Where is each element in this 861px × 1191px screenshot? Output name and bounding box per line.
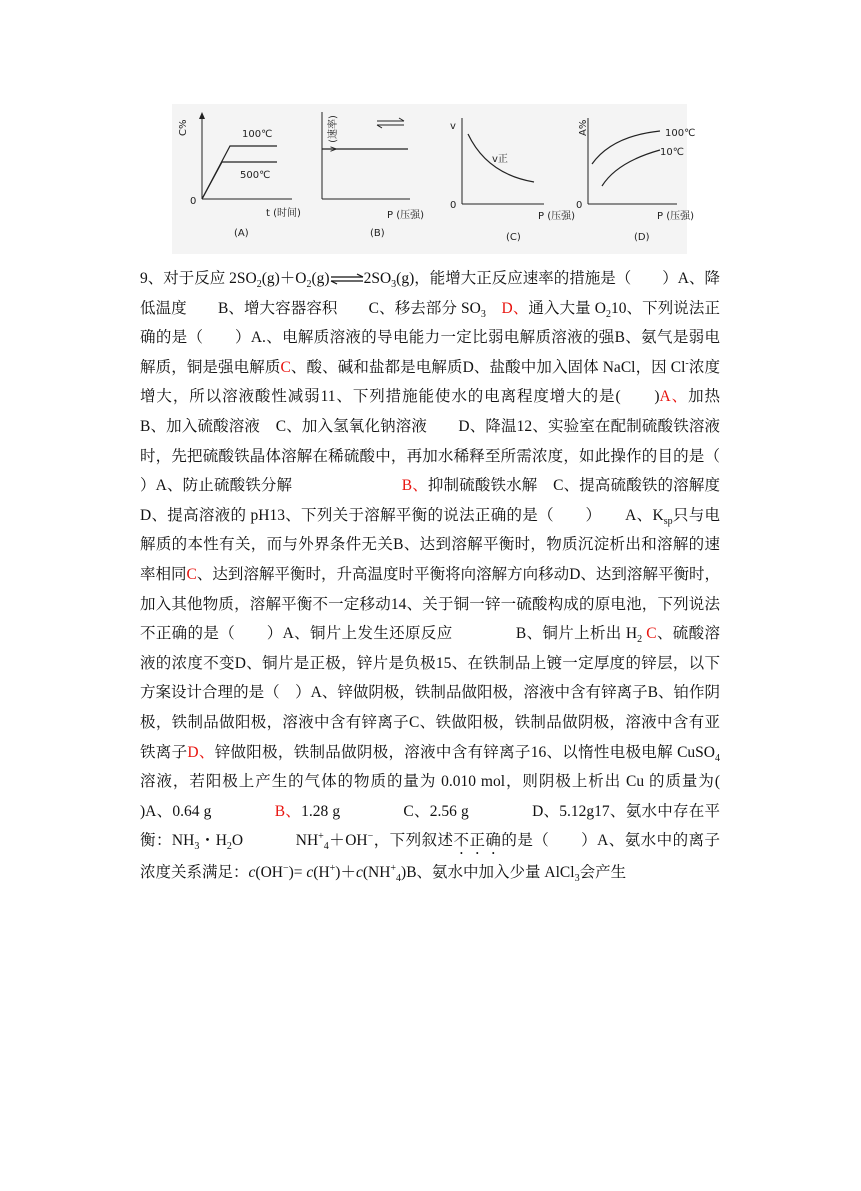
graph-c-ylabel: v [450, 121, 456, 132]
graph-c-xlabel: P (压强) [538, 211, 576, 222]
graph-c-curve-label: v正 [492, 154, 508, 165]
q9: 9、对于反应 $2SO_2(g)+O_2(g)$ $2SO_3(g)$，能增大正反应速率的措施是（ ）A、降低温度 B、增大容器容积 C、移去部分 $SO_3$ D、通入大量 $O_2$ [140, 270, 720, 320]
q16: 16、以惰性电极电解 CuSO$_4$溶液，若阳极上产生的气体的物质的量为 0.010 mol，则阴极上析出 Cu 的质量为( )A、0.64 g B、1.28 g C、2.56 g D、5.12g [140, 743, 752, 820]
graph-a [178, 112, 301, 239]
q14-answer-marker: C [646, 625, 657, 643]
graph-a-origin: 0 [190, 196, 197, 207]
graph-d-caption: (D) [634, 232, 650, 243]
graph-d-line2: 10℃ [660, 147, 684, 158]
q10-answer-marker: C [280, 358, 291, 376]
q13-answer-marker: C [186, 565, 197, 583]
q15-answer-marker: D、 [187, 743, 215, 761]
graph-c-origin: 0 [450, 200, 457, 211]
q11-answer-marker: A、 [659, 388, 689, 406]
equilibrium-arrow-icon [330, 274, 364, 284]
q10: 10、下列说法正确的是（ ）A.、电解质溶液的导电能力一定比弱电解质溶液的强B、氨气是弱电解质，铜是强电解质C、酸、碱和盐都是电解质D、盐酸中加入固体 NaCl，因 Cl-浓度增大，所以溶液酸性减弱 [140, 299, 720, 406]
q12: 12、实验室在配制硫酸铁溶液时，先把硫酸铁晶体溶解在稀硫酸中，再加水稀释至所需浓度，如此操作的目的是（ ）A、防止硫酸铁分解 B、抑制硫酸铁水解 C、提高硫酸铁的溶解度 D、提高溶液的 pH [140, 417, 813, 524]
q9-answer-marker: D、 [501, 299, 529, 317]
graph-c-caption: (C) [506, 232, 521, 243]
q12-answer-marker: B、 [401, 477, 428, 495]
q11: 11、下列措施能使水的电离程度增大的是( )A、加热 B、加入硫酸溶液 C、加入氢氧化钠溶液 D、降温 [140, 388, 752, 435]
q17: 17、氨水中存在平衡：$NH_3$・$H_2O$ $NH^+_4+OH^-$，下列叙述不正确的是（ ）A、氨水中的离子浓度关系满足：$c(OH^-)= c(H^+)+c(NH^+_4)B$、氨水中加入少量 AlCl$_3$会产生 [140, 802, 720, 885]
q16-answer-marker: B、 [274, 802, 302, 820]
graph-a-ylabel: C% [178, 119, 189, 136]
figure-graphs [172, 104, 696, 254]
q14: 14、关于铜一锌一硫酸构成的原电池，下列说法不正确的是（ ）A、铜片上发生还原反应 B、铜片上析出 $H_2$ C、硫酸溶液的浓度不变D、铜片是正极，锌片是负极 [140, 595, 720, 672]
graph-figure [172, 104, 696, 254]
graph-b-ylabel: v (速率) [328, 115, 339, 152]
graph-a-line2: 500℃ [240, 170, 271, 181]
graph-d-line1: 100℃ [665, 128, 696, 139]
question-text [140, 264, 813, 888]
graph-b-xlabel: P (压强) [387, 210, 425, 221]
graph-b [322, 112, 424, 239]
graph-c [450, 118, 575, 243]
graph-a-xlabel: t (时间) [266, 208, 301, 219]
graph-a-line1: 100℃ [242, 129, 273, 140]
graph-d-origin: 0 [576, 200, 583, 211]
q13: 13、下列关于溶解平衡的说法正确的是（ ） A、$K_{sp}$只与电解质的本性有关，而与外界条件无关B、达到溶解平衡时，物质沉淀析出和溶解的速率相同C、达到溶解平衡时，升高温度时平衡将向溶解方向移动D、达到溶解平衡时，加入其他物质，溶解平衡不一定移动 [140, 506, 721, 613]
q15: 15、在铁制品上镀一定厚度的锌层，以下方案设计合理的是（ ）A、锌做阴极，铁制品做阳极，溶液中含有锌离子B、铂作阴极，铁制品做阳极，溶液中含有锌离子C、铁做阳极，铁制品做阴极，溶液中含有亚铁离子D、锌做阳极，铁制品做阴极，溶液中含有锌离子 [140, 654, 720, 761]
graph-d-ylabel: A% [578, 119, 589, 136]
emphasis-dotted-text: 不正确 [453, 832, 502, 850]
graph-d [576, 118, 695, 243]
graph-b-caption: (B) [370, 228, 385, 239]
graph-a-caption: (A) [234, 228, 249, 239]
graph-d-xlabel: P (压强) [657, 211, 695, 222]
